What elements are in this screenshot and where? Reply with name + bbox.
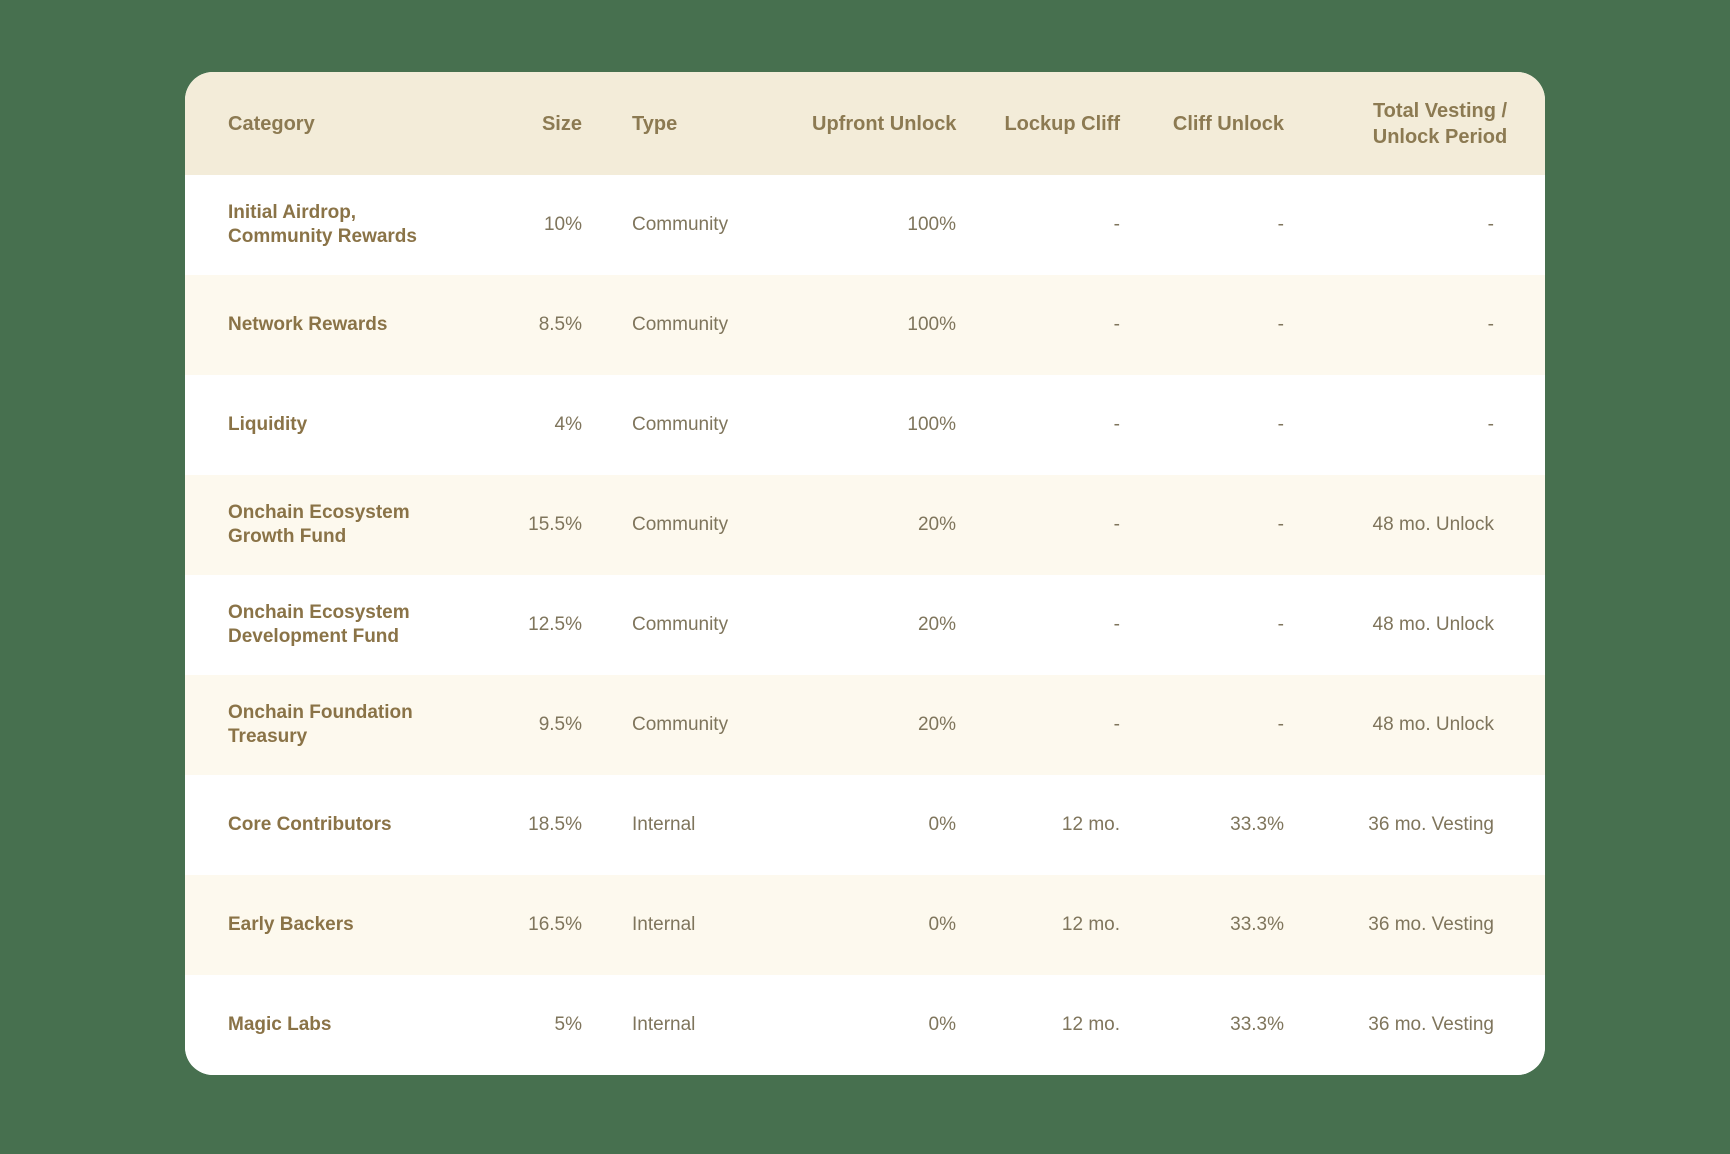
cell-lockup — [956, 475, 1120, 575]
cell-value: Community — [632, 713, 729, 735]
cell-upfront — [812, 575, 956, 675]
category-label: Network Rewards — [228, 313, 388, 335]
column-header-label: Category — [228, 112, 315, 135]
cell-value: - — [1277, 513, 1284, 535]
cell-total — [1284, 475, 1545, 575]
column-header-label: Type — [632, 112, 678, 135]
cell-value: 16.5% — [528, 913, 582, 935]
cell-value: - — [1277, 413, 1284, 435]
cell-value: 12 mo. — [1061, 913, 1120, 935]
cell-size — [485, 375, 582, 475]
cell-lockup — [956, 775, 1120, 875]
cell-value: 20% — [917, 713, 956, 735]
table-row — [185, 275, 1545, 375]
table-row — [185, 375, 1545, 475]
cell-value: 0% — [928, 1013, 956, 1035]
cell-value: - — [1113, 313, 1120, 335]
cell-type — [582, 375, 812, 475]
cell-value: - — [1277, 313, 1284, 335]
table-row — [185, 575, 1545, 675]
cell-upfront — [812, 275, 956, 375]
cell-type — [582, 275, 812, 375]
category-label: Magic Labs — [228, 1013, 332, 1035]
cell-total — [1284, 175, 1545, 275]
category-label: Onchain Ecosystem Growth Fund — [228, 501, 410, 547]
cell-cliff — [1120, 675, 1284, 775]
cell-total — [1284, 675, 1545, 775]
cell-type — [582, 575, 812, 675]
column-header-cliff — [1120, 72, 1284, 175]
cell-category — [185, 175, 485, 275]
vesting-table-card — [185, 72, 1545, 1075]
category-label: Onchain Foundation Treasury — [228, 701, 413, 747]
cell-total — [1284, 375, 1545, 475]
cell-upfront — [812, 975, 956, 1075]
table-row — [185, 175, 1545, 275]
cell-value: - — [1277, 613, 1284, 635]
cell-value: 15.5% — [528, 513, 582, 535]
cell-type — [582, 175, 812, 275]
cell-value: 10% — [543, 213, 582, 235]
cell-value: Community — [632, 413, 729, 435]
cell-cliff — [1120, 175, 1284, 275]
vesting-table — [185, 72, 1545, 1075]
cell-value: 100% — [907, 313, 956, 335]
cell-value: 36 mo. Vesting — [1368, 913, 1494, 935]
cell-lockup — [956, 275, 1120, 375]
category-label: Initial Airdrop, Community Rewards — [228, 201, 417, 247]
cell-size — [485, 275, 582, 375]
cell-value: - — [1277, 213, 1284, 235]
cell-value: 12 mo. — [1061, 1013, 1120, 1035]
cell-cliff — [1120, 975, 1284, 1075]
table-body — [185, 175, 1545, 1075]
cell-value: 33.3% — [1230, 913, 1284, 935]
cell-value: 48 mo. Unlock — [1372, 513, 1494, 535]
cell-value: Community — [632, 313, 729, 335]
table-row — [185, 975, 1545, 1075]
cell-size — [485, 575, 582, 675]
cell-upfront — [812, 475, 956, 575]
cell-value: Internal — [632, 813, 696, 835]
cell-value: Community — [632, 613, 729, 635]
cell-size — [485, 775, 582, 875]
cell-value: 5% — [554, 1013, 582, 1035]
cell-total — [1284, 575, 1545, 675]
column-header-upfront — [812, 72, 956, 175]
cell-cliff — [1120, 275, 1284, 375]
category-label: Onchain Ecosystem Development Fund — [228, 601, 410, 647]
cell-total — [1284, 775, 1545, 875]
column-header-label: Cliff Unlock — [1172, 112, 1284, 135]
cell-lockup — [956, 975, 1120, 1075]
column-header-lockup — [956, 72, 1120, 175]
cell-value: - — [1113, 613, 1120, 635]
cell-value: 33.3% — [1230, 813, 1284, 835]
cell-lockup — [956, 175, 1120, 275]
cell-value: 8.5% — [538, 313, 582, 335]
cell-upfront — [812, 375, 956, 475]
cell-category — [185, 475, 485, 575]
column-header-category — [185, 72, 485, 175]
cell-type — [582, 975, 812, 1075]
cell-value: 4% — [554, 413, 582, 435]
cell-lockup — [956, 375, 1120, 475]
cell-type — [582, 775, 812, 875]
cell-value: 100% — [907, 213, 956, 235]
cell-lockup — [956, 575, 1120, 675]
cell-category — [185, 775, 485, 875]
cell-value: 12 mo. — [1061, 813, 1120, 835]
cell-total — [1284, 875, 1545, 975]
cell-value: 18.5% — [528, 813, 582, 835]
cell-cliff — [1120, 475, 1284, 575]
column-header-label: Upfront Unlock — [812, 112, 957, 135]
cell-lockup — [956, 675, 1120, 775]
cell-value: - — [1487, 213, 1494, 235]
cell-value: 33.3% — [1230, 1013, 1284, 1035]
table-row — [185, 475, 1545, 575]
cell-value: 48 mo. Unlock — [1372, 613, 1494, 635]
cell-value: 48 mo. Unlock — [1372, 713, 1494, 735]
column-header-total — [1284, 72, 1545, 175]
cell-value: 100% — [907, 413, 956, 435]
header-row — [185, 72, 1545, 175]
category-label: Early Backers — [228, 913, 354, 935]
category-label: Liquidity — [228, 413, 308, 435]
column-header-size — [485, 72, 582, 175]
cell-total — [1284, 275, 1545, 375]
cell-value: 12.5% — [528, 613, 582, 635]
cell-upfront — [812, 875, 956, 975]
cell-total — [1284, 975, 1545, 1075]
cell-value: - — [1113, 713, 1120, 735]
cell-value: 36 mo. Vesting — [1368, 813, 1494, 835]
cell-value: - — [1487, 313, 1494, 335]
cell-cliff — [1120, 875, 1284, 975]
cell-size — [485, 875, 582, 975]
cell-value: - — [1113, 413, 1120, 435]
cell-size — [485, 475, 582, 575]
cell-value: 20% — [917, 513, 956, 535]
cell-size — [485, 675, 582, 775]
column-header-type — [582, 72, 812, 175]
column-header-label: Size — [541, 112, 582, 135]
cell-value: Internal — [632, 913, 696, 935]
cell-cliff — [1120, 575, 1284, 675]
category-label: Core Contributors — [228, 813, 392, 835]
cell-type — [582, 675, 812, 775]
cell-value: 9.5% — [538, 713, 582, 735]
cell-value: Community — [632, 213, 729, 235]
cell-cliff — [1120, 375, 1284, 475]
cell-type — [582, 875, 812, 975]
cell-value: - — [1113, 513, 1120, 535]
table-row — [185, 875, 1545, 975]
cell-value: 0% — [928, 813, 956, 835]
cell-category — [185, 275, 485, 375]
cell-value: - — [1113, 213, 1120, 235]
cell-size — [485, 975, 582, 1075]
cell-category — [185, 875, 485, 975]
cell-value: - — [1487, 413, 1494, 435]
column-header-label: Lockup Cliff — [1004, 112, 1120, 135]
cell-category — [185, 675, 485, 775]
cell-upfront — [812, 175, 956, 275]
cell-value: Internal — [632, 1013, 696, 1035]
cell-value: 20% — [917, 613, 956, 635]
cell-cliff — [1120, 775, 1284, 875]
cell-value: Community — [632, 513, 729, 535]
cell-value: 0% — [928, 913, 956, 935]
cell-value: - — [1277, 713, 1284, 735]
table-row — [185, 675, 1545, 775]
cell-lockup — [956, 875, 1120, 975]
column-header-label: Total Vesting / Unlock Period — [1372, 99, 1508, 148]
cell-category — [185, 575, 485, 675]
cell-category — [185, 975, 485, 1075]
cell-upfront — [812, 775, 956, 875]
table-row — [185, 775, 1545, 875]
cell-category — [185, 375, 485, 475]
cell-size — [485, 175, 582, 275]
cell-upfront — [812, 675, 956, 775]
cell-value: 36 mo. Vesting — [1368, 1013, 1494, 1035]
cell-type — [582, 475, 812, 575]
